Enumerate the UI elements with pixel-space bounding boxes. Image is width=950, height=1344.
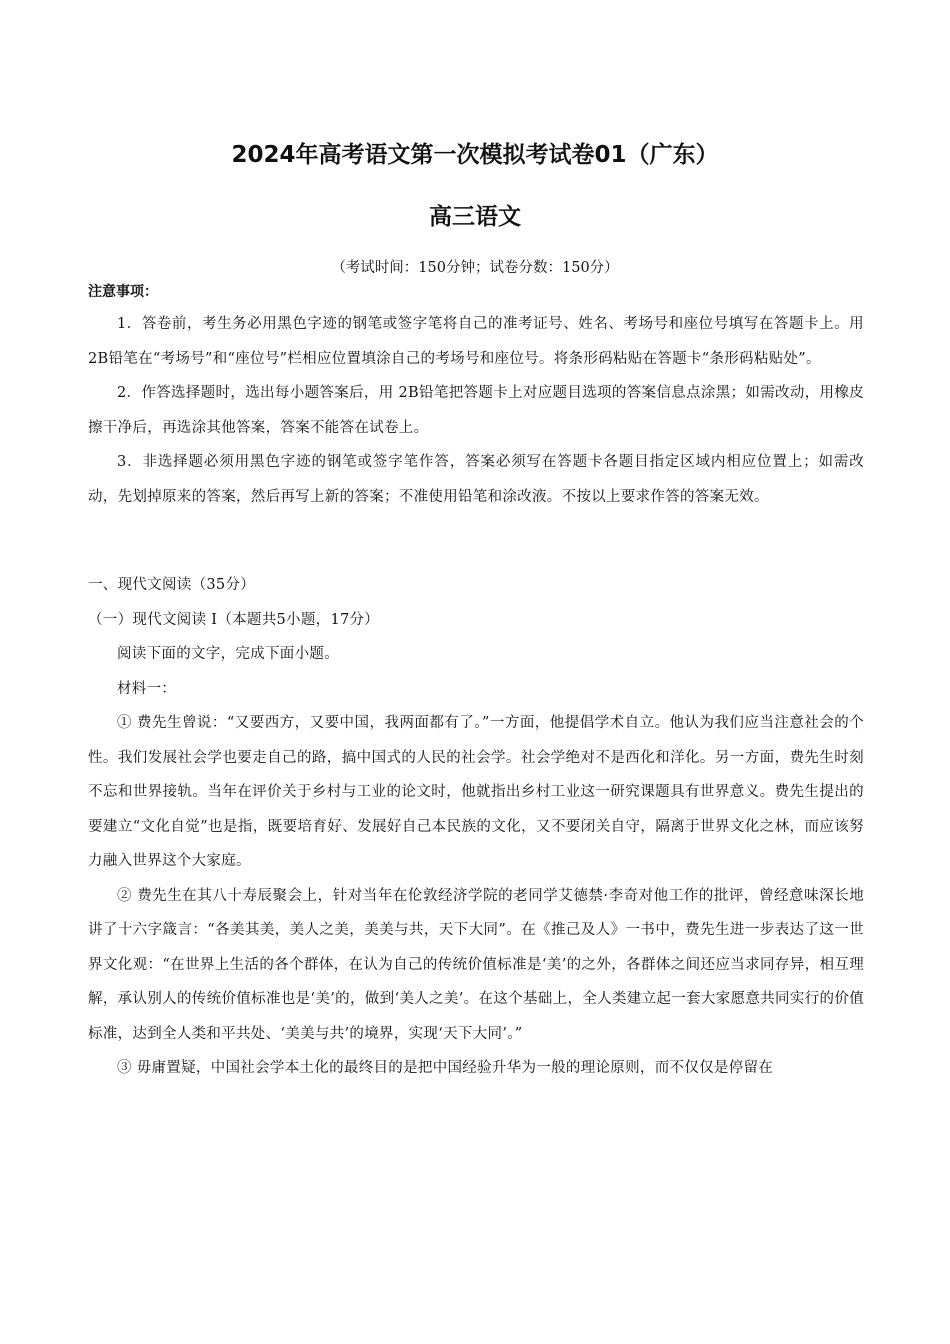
material-label: 材料一： bbox=[117, 680, 177, 697]
exam-time-score: （考试时间：150分钟；试卷分数：150分） bbox=[331, 260, 619, 276]
notice-heading: 注意事项： bbox=[88, 284, 158, 300]
notice-item: 2．作答选择题时，选出每小题答案后，用 2B铅笔把答题卡上对应题目选项的答案信息点涂黑；如需改动，用橡皮擦干净后，再选涂其他答案，答案不能答在试卷上。 bbox=[88, 385, 864, 436]
notice-item: 1．答卷前，考生务必用黑色字迹的钢笔或签字笔将自己的准考证号、姓名、考场号和座位号填写在答题卡上。用2B铅笔在“考场号”和“座位号”栏相应位置填涂自己的考场号和座位号。将条形码粘贴在答题卡“条形码粘贴处”。 bbox=[88, 316, 864, 367]
exam-title: 2024年高考语文第一次模拟考试卷01（广东） bbox=[231, 142, 719, 168]
section-sub-title: （一）现代文阅读 I（本题共5小题，17分） bbox=[88, 611, 380, 628]
exam-body bbox=[88, 281, 864, 1086]
material-paragraph: ① 费先生曾说：“又要西方，又要中国，我两面都有了。”一方面，他提倡学术自立。他认为我们应当注意社会的个性。我们发展社会学也要走自己的路，搞中国式的人民的社会学。社会学绝对不是西化和洋化。另一方面，费先生时刻不忘和世界接轨。当年在评价关于乡村与工业的论文时，他就指出乡村工业这一研究课题具有世界意义。费先生提出的要建立“文化自觉”也是指，既要培育好、发展好自己本民族的文化，又不要闭关自守，隔离于世界文化之林，而应该努力融入世界这个大家庭。 bbox=[88, 715, 864, 869]
section-part-title: 一、现代文阅读（35分） bbox=[88, 577, 256, 593]
material-paragraph: ② 费先生在其八十寿辰聚会上，针对当年在伦敦经济学院的老同学艾德禁·李奇对他工作的批评，曾经意味深长地讲了十六字箴言：“各美其美，美人之美，美美与共，天下大同”。在《推己及人》一书中，费先生进一步表达了这一世界文化观：“在世界上生活的各个群体，在认为自己的传统价值标准是‘美’的之外，各群体之间还应当求同存异，相互理解，承认别人的传统价值标准也是‘美’的，做到‘美人之美’。在这个基础上，全人类建立起一套大家愿意共同实行的价值标准，达到全人类和平共处、‘美美与共’的境界，实现‘天下大同’。” bbox=[88, 887, 864, 1042]
reading-instruction: 阅读下面的文字，完成下面小题。 bbox=[117, 646, 339, 662]
exam-subject: 高三语文 bbox=[429, 204, 521, 230]
spacer bbox=[88, 514, 864, 568]
notice-item: 3．非选择题必须用黑色字迹的钢笔或签字笔作答，答案必须写在答题卡各题目指定区域内相应位置上；如需改动，先划掉原来的答案，然后再写上新的答案；不准使用铅笔和涂改液。不按以上要求作答的答案无效。 bbox=[88, 454, 864, 505]
material-paragraph: ③ 毋庸置疑，中国社会学本土化的最终目的是把中国经验升华为一般的理论原则，而不仅仅是停留在 bbox=[117, 1060, 774, 1076]
